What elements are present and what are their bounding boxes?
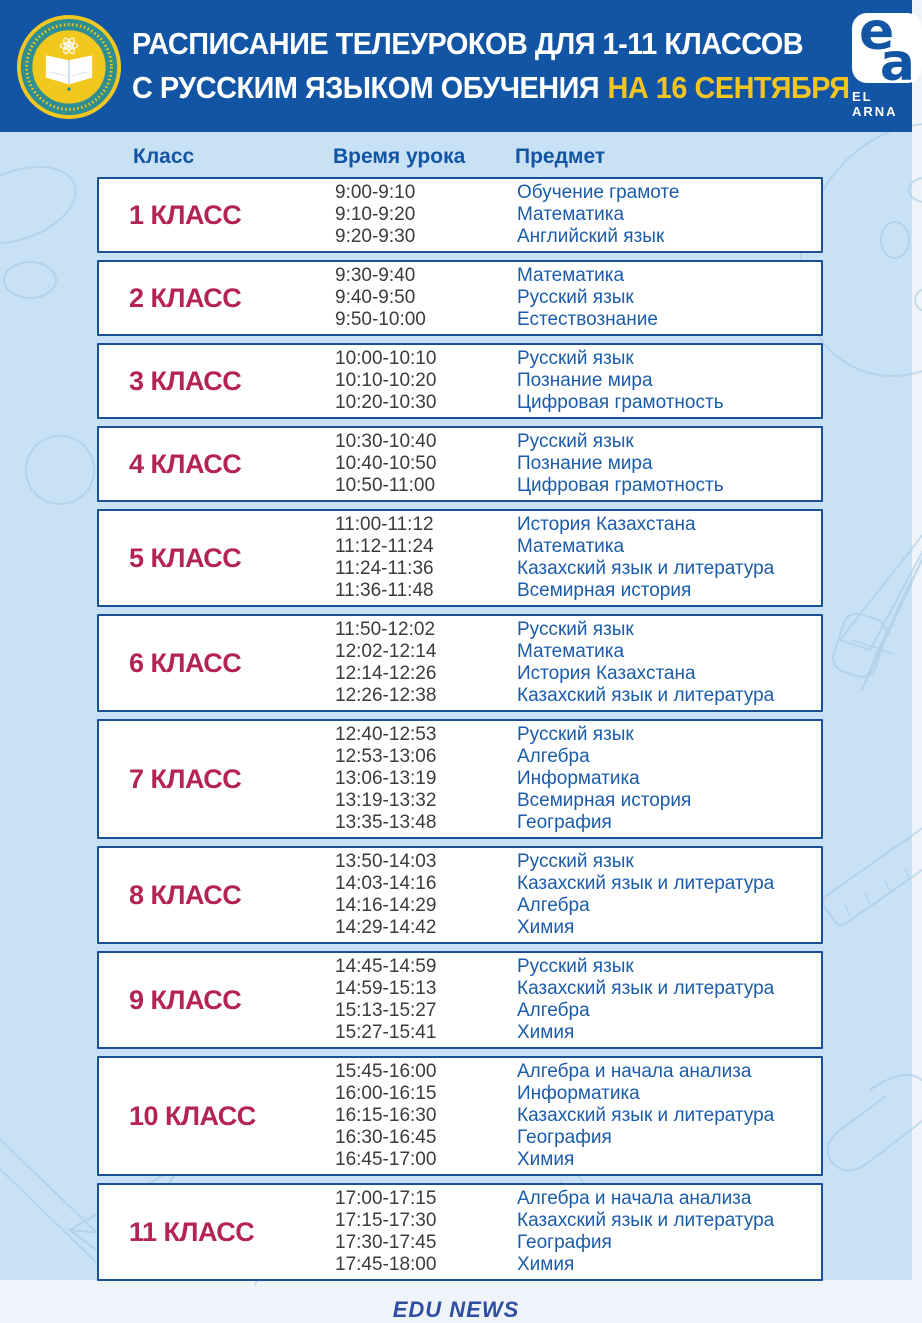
lesson-time: 11:00-11:12 [335,514,434,535]
class-label: 9 КЛАСС [129,984,242,1015]
lesson-subject: Русский язык [517,724,634,745]
lesson-time: 14:03-14:16 [335,873,437,894]
title-line-2-text: С РУССКИМ ЯЗЫКОМ ОБУЧЕНИЯ [132,70,600,105]
el-arna-label: EL ARNA [852,89,898,119]
doodle-eraser-icon [829,610,894,681]
lesson-subject: Цифровая грамотность [517,475,724,496]
lesson-subject: Химия [517,1149,575,1170]
lesson-time: 16:45-17:00 [335,1149,437,1170]
lesson-times [335,431,517,497]
lesson-subjects [517,619,821,707]
lesson-subject: Казахский язык и литература [517,873,775,894]
lesson-time: 9:10-9:20 [335,204,416,225]
schedule-card [97,177,823,253]
lesson-subject: География [517,812,612,833]
footer-brand: EDU NEWS [392,1297,520,1322]
lesson-time: 9:20-9:30 [335,226,416,247]
lesson-subject: Английский язык [517,226,665,247]
lesson-subject: Познание мира [517,370,653,391]
lesson-subject: Алгебра [517,895,590,916]
lesson-time: 12:14-12:26 [335,663,437,684]
lesson-time: 14:59-15:13 [335,978,437,999]
lesson-subject: Казахский язык и литература [517,1210,775,1231]
lesson-subject: Всемирная история [517,580,692,601]
lesson-time: 11:12-11:24 [335,536,434,557]
lesson-subject: География [517,1232,612,1253]
lesson-time: 17:00-17:15 [335,1188,437,1209]
lesson-subject: Алгебра [517,746,590,767]
lesson-time: 10:00-10:10 [335,348,437,369]
schedule-card [97,846,823,944]
lesson-time: 10:40-10:50 [335,453,437,474]
lesson-times [335,348,517,414]
class-label: 8 КЛАСС [129,879,242,910]
lesson-time: 14:29-14:42 [335,917,437,938]
lesson-subject: Цифровая грамотность [517,392,724,413]
lesson-time: 16:15-16:30 [335,1105,437,1126]
lesson-subjects [517,182,821,248]
lesson-subject: Казахский язык и литература [517,1105,775,1126]
lesson-times [335,514,517,602]
schedule-card [97,1056,823,1176]
schedule-card [97,343,823,419]
header-banner [0,0,915,132]
lesson-time: 17:15-17:30 [335,1210,437,1231]
schedule-card [97,614,823,712]
lesson-subjects [517,348,821,414]
lesson-subjects [517,851,821,939]
lesson-time: 16:00-16:15 [335,1083,437,1104]
lesson-subject: География [517,1127,612,1148]
lesson-time: 15:27-15:41 [335,1022,437,1043]
lesson-times [335,1061,517,1171]
doodle-ellipses-icon [0,153,94,504]
lesson-subject: Химия [517,1254,575,1275]
lesson-subject: Русский язык [517,287,634,308]
lesson-subject: Обучение грамоте [517,182,680,203]
lesson-time: 12:02-12:14 [335,641,437,662]
monogram-e: e [859,2,895,62]
lesson-times [335,265,517,331]
title-line-1: РАСПИСАНИЕ ТЕЛЕУРОКОВ ДЛЯ 1-11 КЛАССОВ [132,26,804,61]
lesson-time: 11:36-11:48 [335,580,434,601]
lesson-subject: Алгебра [517,1000,590,1021]
monogram-a: a [879,33,915,93]
class-label: 3 КЛАСС [129,365,242,396]
lesson-time: 9:50-10:00 [335,309,426,330]
lesson-time: 15:45-16:00 [335,1061,437,1082]
lesson-subject: История Казахстана [517,663,696,684]
lesson-subject: Всемирная история [517,790,692,811]
lesson-time: 10:30-10:40 [335,431,437,452]
lesson-subject: Русский язык [517,619,634,640]
lesson-times [335,619,517,707]
lesson-subject: Математика [517,641,625,662]
lesson-times [335,956,517,1044]
lesson-subjects [517,514,821,602]
lesson-time: 11:50-12:02 [335,619,436,640]
schedule-card [97,260,823,336]
class-label: 1 КЛАСС [129,199,242,230]
lesson-time: 10:50-11:00 [335,475,436,496]
lesson-times [335,1188,517,1276]
lesson-subject: Алгебра и начала анализа [517,1061,752,1082]
lesson-subject: Русский язык [517,851,634,872]
lesson-time: 9:40-9:50 [335,287,416,308]
lesson-subjects [517,956,821,1044]
lesson-time: 13:50-14:03 [335,851,437,872]
lesson-time: 16:30-16:45 [335,1127,437,1148]
schedule-table [97,145,823,1281]
lesson-time: 9:00-9:10 [335,182,416,203]
ministry-emblem-icon [16,14,122,120]
lesson-times [335,851,517,939]
lesson-time: 17:45-18:00 [335,1254,437,1275]
class-label: 5 КЛАСС [129,542,242,573]
class-label: 11 КЛАСС [129,1216,255,1247]
lesson-times [335,182,517,248]
lesson-time: 15:13-15:27 [335,1000,437,1021]
schedule-rows [97,177,823,1281]
column-header-subject: Предмет [515,145,606,168]
schedule-card [97,509,823,607]
lesson-subjects [517,431,821,497]
lesson-time: 13:35-13:48 [335,812,437,833]
lesson-subject: Познание мира [517,453,653,474]
lesson-time: 10:20-10:30 [335,392,437,413]
lesson-times [335,724,517,834]
class-label: 6 КЛАСС [129,647,242,678]
lesson-subject: Казахский язык и литература [517,685,775,706]
lesson-subject: Алгебра и начала анализа [517,1188,752,1209]
lesson-subject: Информатика [517,1083,640,1104]
lesson-time: 13:19-13:32 [335,790,437,811]
lesson-subject: Казахский язык и литература [517,558,775,579]
lesson-subject: Русский язык [517,348,634,369]
schedule-card [97,719,823,839]
lesson-subject: Казахский язык и литература [517,978,775,999]
lesson-time: 14:45-14:59 [335,956,437,977]
lesson-time: 12:40-12:53 [335,724,437,745]
column-headers [97,145,823,169]
doodle-ruler-icon [820,150,922,928]
lesson-time: 13:06-13:19 [335,768,437,789]
schedule-card [97,1183,823,1281]
lesson-subject: Русский язык [517,431,634,452]
el-arna-logo [852,2,922,119]
lesson-time: 12:53-13:06 [335,746,437,767]
lesson-time: 17:30-17:45 [335,1232,437,1253]
lesson-subject: Математика [517,204,625,225]
schedule-card [97,426,823,502]
lesson-time: 11:24-11:36 [335,558,434,579]
lesson-subject: Информатика [517,768,640,789]
lesson-subjects [517,1061,821,1171]
lesson-time: 14:16-14:29 [335,895,437,916]
lesson-subjects [517,724,821,834]
column-header-class: Класс [133,145,195,168]
lesson-time: 12:26-12:38 [335,685,437,706]
lesson-time: 10:10-10:20 [335,370,437,391]
el-arna-monogram-icon [852,2,922,93]
lesson-subject: Математика [517,265,625,286]
column-header-time: Время урока [333,145,466,168]
class-label: 4 КЛАСС [129,448,242,479]
class-label: 2 КЛАСС [129,282,242,313]
lesson-time: 9:30-9:40 [335,265,416,286]
class-label: 7 КЛАСС [129,763,242,794]
title-line-2 [132,66,850,110]
lesson-subjects [517,265,821,331]
lesson-subject: История Казахстана [517,514,696,535]
lesson-subjects [517,1188,821,1276]
schedule-card [97,951,823,1049]
lesson-subject: Химия [517,917,575,938]
lesson-subject: Химия [517,1022,575,1043]
class-label: 10 КЛАСС [129,1100,256,1131]
lesson-subject: Естествознание [517,309,658,330]
page-title [132,22,850,110]
title-date: НА 16 СЕНТЯБРЯ [607,70,850,105]
lesson-subject: Русский язык [517,956,634,977]
lesson-subject: Математика [517,536,625,557]
